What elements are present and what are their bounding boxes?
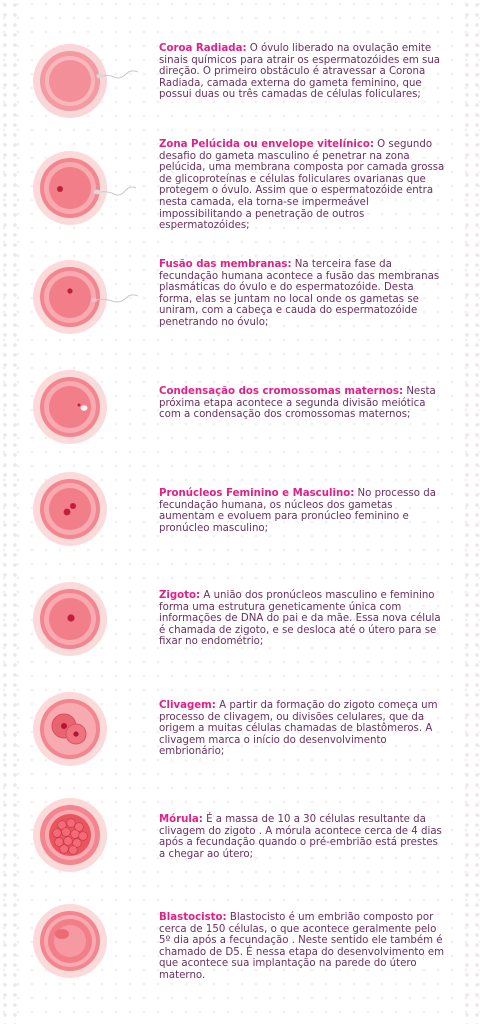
cleavage-icon: [28, 686, 140, 772]
egg-with-sperm-icon: [28, 38, 140, 124]
stage-text: [159, 259, 445, 329]
stage-term: Mórula:: [159, 814, 203, 825]
stage-desc: O óvulo liberado na ovulação emite sinais químicos para atrair os espermatozóides em sua direção. O primeiro obstáculo é atravessar a Corona Radiada, camada externa do gameta feminino, que possui duas ou três camadas de células foliculares;: [159, 43, 441, 101]
stage-desc: A união dos pronúcleos masculino e feminino forma uma estrutura geneticamente única com informações de DNA do pai e da mãe. Essa nova célula é chamada de zigoto, e se desloca até o útero para se fixar no endométrio;: [159, 590, 441, 648]
pronuclei-icon: [28, 466, 140, 552]
stage-text: [159, 814, 445, 860]
egg-zona-pellucida-icon: [28, 145, 140, 231]
chromosome-condensation-icon: [28, 364, 140, 450]
stage-term: Pronúcleos Feminino e Masculino:: [159, 488, 355, 499]
stage-desc: O segundo desafio do gameta masculino é penetrar na zona pelúcida, uma membrana composta por camada grossa de glicoproteínas e células foliculares ovarianas que protegem o óvulo. Assim que o espermatozóide entra nesta camada, ela torna-se impermeável impossibilitando a penetração de outros espermatozóides;: [159, 139, 445, 232]
stage-text: [159, 488, 445, 534]
stage-term: Zona Pelúcida ou envelope vitelínico:: [159, 139, 374, 150]
stage-term: Clivagem:: [159, 700, 216, 711]
stage-desc: A partir da formação do zigoto começa um processo de clivagem, ou divisões celulares, que da origem a muitas células chamadas de blastômeros. A clivagem marca o início do desenvolvimento embrionário;: [159, 700, 438, 758]
stage-text: [159, 590, 445, 648]
left-dot-border: [0, 0, 18, 1024]
zygote-icon: [28, 576, 140, 662]
right-dot-border: [462, 0, 480, 1024]
stage-term: Blastocisto:: [159, 912, 227, 923]
stage-desc: Na terceira fase da fecundação humana acontece a fusão das membranas plasmáticas do óvulo e do espermatozóide. Desta forma, elas se juntam no local onde os gametas se uniram, com a cabeça e cauda do espermatozóide penetrando no óvulo;: [159, 259, 440, 328]
membrane-fusion-icon: [28, 254, 140, 340]
stage-term: Fusão das membranas:: [159, 259, 292, 270]
stage-text: [159, 386, 445, 421]
stage-desc: É a massa de 10 a 30 células resultante da clivagem do zigoto . A mórula acontece cerca de 4 dias após a fecundação quando o pré-embrião está prestes a chegar ao útero;: [159, 814, 442, 860]
stage-term: Condensação dos cromossomas maternos:: [159, 386, 404, 397]
stage-desc: No processo da fecundação humana, os núcleos dos gametas aumentam e evoluem para pronúcleo feminino e pronúcleo masculino;: [159, 488, 436, 534]
stage-text: [159, 43, 445, 101]
stage-term: Zigoto:: [159, 590, 201, 601]
stage-term: Coroa Radiada:: [159, 43, 247, 54]
stage-desc: Nesta próxima etapa acontece a segunda divisão meiótica com a condensação dos cromossomas maternos;: [159, 386, 436, 421]
stage-text: [159, 139, 445, 232]
morula-icon: [28, 792, 140, 878]
stage-desc: Blastocisto é um embrião composto por cerca de 150 células, o que acontece geralmente pelo 5º dia após a fecundação . Neste sentido ele também é chamado de D5. É nessa etapa do desenvolvimento em que acontece sua implantação na parede do útero materno.: [159, 912, 445, 981]
stage-text: [159, 700, 445, 758]
stage-text: [159, 912, 445, 982]
blastocyst-icon: [28, 898, 140, 984]
